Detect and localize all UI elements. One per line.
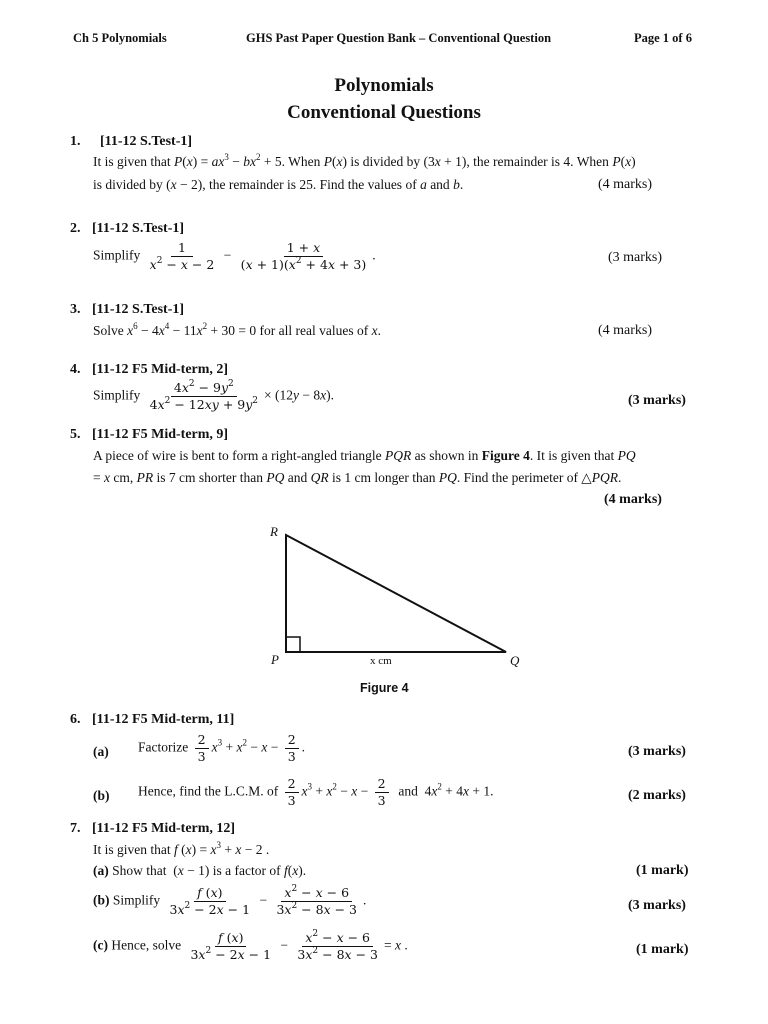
question-number: 1. [70, 134, 81, 149]
question-source-tag: [11-12 F5 Mid-term, 2] [92, 362, 229, 377]
right-angle-marker [286, 637, 300, 652]
base-length-label: x cm [370, 655, 392, 667]
header-left: Ch 5 Polynomials [73, 31, 167, 45]
question-source-tag: [11-12 F5 Mid-term, 11] [92, 712, 235, 727]
vertex-label-q: Q [510, 653, 520, 668]
figure-caption: Figure 4 [360, 681, 409, 695]
fraction: $\frac{f (x)}{3x^2 - 2x - 1}$ [169, 885, 251, 917]
question-text-line: (c) Hence, solve $\frac{f (x)}{3x^2 - 2x - 1}$ − $\frac{x^2 - x - 6}{3x^2 - 8x - 3}$ = x . [93, 929, 408, 962]
question-text-line: Simplify $\frac{4x^2 - 9y^2}{4x^2 - 12xy + 9y^2}$ × (12y − 8x). [93, 379, 334, 412]
question-source-tag: [11-12 F5 Mid-term, 9] [92, 427, 229, 442]
marks-label: (1 mark) [636, 942, 689, 957]
question-text-line: A piece of wire is bent to form a right-angled triangle PQR as shown in Figure 4. It is given that PQ [93, 448, 636, 463]
question-number: 2. [70, 221, 81, 236]
subpart-label: (b) [93, 788, 110, 803]
question-number: 3. [70, 302, 81, 317]
question-text-line: Solve $x^6 - 4x^4 - 11x^2 + 30 = 0$ for all real values of x. [93, 321, 381, 338]
marks-label: (3 marks) [628, 898, 686, 913]
subpart-label: (a) [93, 744, 109, 759]
vertex-label-p: P [271, 652, 279, 667]
marks-label: (4 marks) [604, 492, 662, 507]
marks-label: (3 marks) [628, 393, 686, 408]
triangle-pqr [286, 535, 506, 652]
question-number: 6. [70, 712, 81, 727]
fraction: $\frac{2}{3}$ [285, 733, 299, 764]
question-number: 5. [70, 427, 81, 442]
question-text-line: It is given that f $(x) = x^3 + x - 2$ . [93, 840, 270, 857]
vertex-label-r: R [270, 524, 278, 539]
question-source-tag: [11-12 S.Test-1] [92, 221, 185, 236]
question-text-line: = x cm, PR is 7 cm shorter than PQ and QR is 1 cm longer than PQ. Find the perimeter of △PQR. [93, 470, 622, 485]
fraction: $\frac{2}{3}$ [195, 733, 209, 764]
marks-label: (3 marks) [608, 250, 663, 265]
marks-label: (4 marks) [598, 177, 653, 192]
fraction: $\frac{x^2 - x - 6}{3x^2 - 8x - 3}$ [297, 929, 378, 962]
question-text-line: Factorize $\frac{2}{3}$ $x^3 + x^2 - x$ − $\frac{2}{3}$ . [138, 732, 306, 764]
header-right: Page 1 of 6 [634, 31, 692, 45]
fraction: $\frac{1}{x^2 - x - 2}$ [149, 240, 215, 272]
question-text-line: (b) Simplify $\frac{f (x)}{3x^2 - 2x - 1}$ − $\frac{x^2 - x - 6}{3x^2 - 8x - 3}$ . [93, 884, 367, 917]
marks-label: (2 marks) [628, 788, 686, 803]
question-number: 4. [70, 362, 81, 377]
question-text-line: (a) Show that (x − 1) is a factor of f(x). [93, 863, 307, 878]
page-subtitle: Conventional Questions [287, 102, 481, 123]
header-center: GHS Past Paper Question Bank – Conventional Question [246, 31, 552, 45]
fraction: $\frac{4x^2 - 9y^2}{4x^2 - 12xy + 9y^2}$ [149, 379, 259, 412]
fraction: $\frac{2}{3}$ [375, 777, 389, 808]
fraction: $\frac{f (x)}{3x^2 - 2x - 1}$ [190, 930, 272, 962]
fraction: $\frac{x^2 - x - 6}{3x^2 - 8x - 3}$ [276, 884, 358, 917]
question-source-tag: [11-12 S.Test-1] [92, 302, 185, 317]
question-text-line: It is given that $P(x) = ax^3 - bx^2 + 5$. When P(x) is divided by (3x + 1), the remainder is 4. When P(x) [93, 152, 636, 169]
marks-label: (4 marks) [598, 323, 653, 338]
marks-label: (1 mark) [636, 863, 689, 878]
marks-label: (3 marks) [628, 744, 686, 759]
figure-4-triangle [260, 520, 540, 680]
question-text-line: Simplify $\frac{1}{x^2 - x - 2}$ − $\frac{1 + x}{(x + 1)(x^2 + 4x + 3)}$ . [93, 240, 376, 272]
question-number: 7. [70, 821, 81, 836]
question-source-tag: [11-12 F5 Mid-term, 12] [92, 821, 236, 836]
question-text-line: is divided by (x − 2), the remainder is 25. Find the values of a and b. [93, 177, 464, 192]
question-text-line: Hence, find the L.C.M. of $\frac{2}{3}$ $x^3 + x^2 - x$ − $\frac{2}{3}$ and $4x^2 + 4x + 1$. [138, 776, 494, 808]
fraction: $\frac{1 + x}{(x + 1)(x^2 + 4x + 3)}$ [240, 240, 367, 272]
fraction: $\frac{2}{3}$ [285, 777, 299, 808]
page-title: Polynomials [334, 75, 434, 96]
question-source-tag: [11-12 S.Test-1] [100, 134, 193, 149]
